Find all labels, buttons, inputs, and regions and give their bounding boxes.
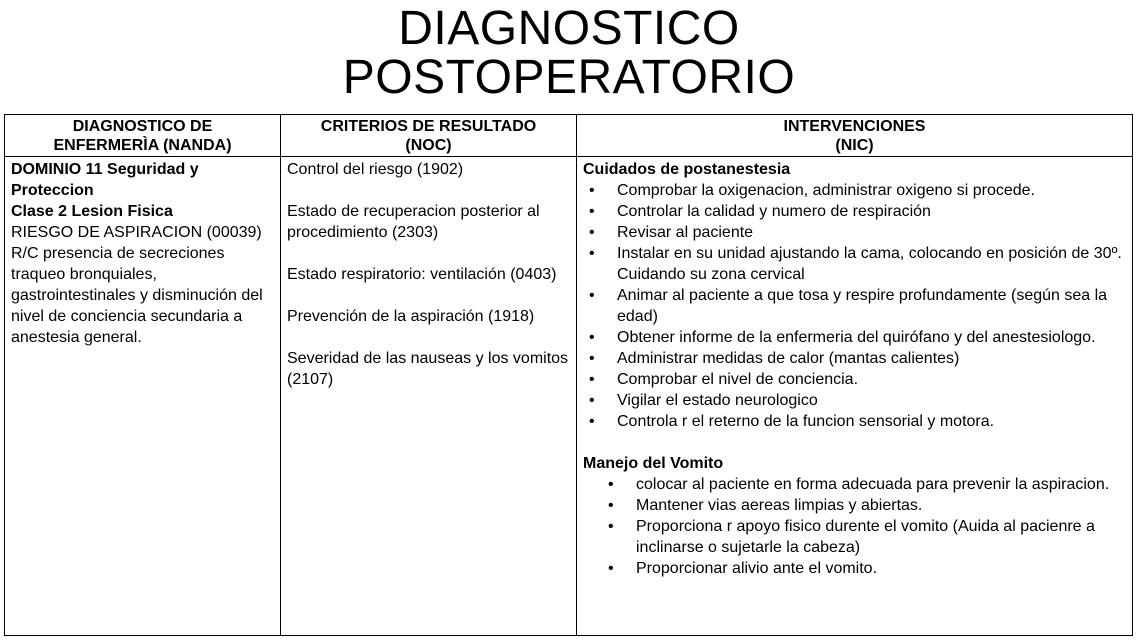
list-item xyxy=(589,243,1126,285)
header-nic-line-1: INTERVENCIONES xyxy=(783,118,926,135)
list-item xyxy=(589,348,1126,369)
list-item xyxy=(589,369,1126,390)
header-nanda-line-2: ENFERMERÌA (NANDA) xyxy=(53,137,232,154)
list-item xyxy=(589,411,1126,432)
list-item-text: Revisar al paciente xyxy=(617,224,754,241)
list-item xyxy=(589,390,1126,411)
page-title-line-1: DIAGNOSTICO xyxy=(398,2,740,55)
noc-item: Estado respiratorio: ventilación (0403) xyxy=(287,266,557,283)
list-item xyxy=(589,327,1126,348)
list-item-text: colocar al paciente en forma adecuada para prevenir la aspiracion. xyxy=(636,476,1110,493)
nanda-diagnosis-text: RIESGO DE ASPIRACION (00039) R/C presencia de secreciones traqueo bronquiales, gastrointestinales y disminución del nivel de conciencia secundaria a anestesia general. xyxy=(11,224,263,346)
list-item-text: Animar al paciente a que tosa y respire profundamente (según sea la edad) xyxy=(617,287,1108,325)
bullet-icon: • xyxy=(589,245,595,262)
noc-cell xyxy=(281,157,577,636)
list-item xyxy=(608,474,1126,495)
noc-item: Prevención de la aspiración (1918) xyxy=(287,308,535,325)
bullet-icon: • xyxy=(589,329,595,346)
bullet-icon: • xyxy=(589,182,595,199)
list-item xyxy=(589,180,1126,201)
table-row xyxy=(5,157,1133,636)
section-spacer xyxy=(583,432,1126,453)
list-item-text: Comprobar la oxigenacion, administrar oxigeno si procede. xyxy=(617,182,1035,199)
bullet-icon: • xyxy=(589,287,595,304)
header-nic xyxy=(577,115,1133,157)
list-item-text: Controlar la calidad y numero de respiración xyxy=(617,203,931,220)
list-item xyxy=(608,495,1126,516)
bullet-icon: • xyxy=(589,371,595,388)
list-item-text: Controla r el reterno de la funcion sensorial y motora. xyxy=(617,413,995,430)
bullet-icon: • xyxy=(589,413,595,430)
bullet-icon: • xyxy=(608,518,614,535)
bullet-icon: • xyxy=(589,350,595,367)
bullet-icon: • xyxy=(608,476,614,493)
list-item-text: Instalar en su unidad ajustando la cama, colocando en posición de 30º. Cuidando su zona cervical xyxy=(617,245,1122,283)
header-noc-line-1: CRITERIOS DE RESULTADO xyxy=(320,118,537,135)
list-item-text: Obtener informe de la enfermeria del quirófano y del anestesiologo. xyxy=(617,329,1096,346)
list-item-text: Administrar medidas de calor (mantas calientes) xyxy=(617,350,960,367)
list-item xyxy=(589,222,1126,243)
noc-item: Estado de recuperacion posterior al procedimiento (2303) xyxy=(287,203,540,241)
header-nanda-line-1: DIAGNOSTICO DE xyxy=(72,118,213,135)
header-noc xyxy=(281,115,577,157)
nic-section-2-title: Manejo del Vomito xyxy=(583,455,724,472)
nic-section-1-title: Cuidados de postanestesia xyxy=(583,161,791,178)
nanda-cell xyxy=(5,157,281,636)
list-item-text: Proporciona r apoyo fisico durente el vomito (Auida al pacienre a inclinarse o sujetarle la cabeza) xyxy=(636,518,1095,556)
page-title xyxy=(0,4,1138,102)
table-header-row xyxy=(5,115,1133,157)
list-item-text: Proporcionar alivio ante el vomito. xyxy=(636,560,878,577)
nursing-care-table xyxy=(4,114,1133,636)
bullet-icon: • xyxy=(589,392,595,409)
noc-item: Severidad de las nauseas y los vomitos (2107) xyxy=(287,350,569,388)
list-item xyxy=(608,558,1126,579)
header-nic-line-2: (NIC) xyxy=(835,137,874,154)
header-nanda xyxy=(5,115,281,157)
bullet-icon: • xyxy=(608,497,614,514)
nic-section-2-list xyxy=(583,474,1126,579)
list-item xyxy=(589,201,1126,222)
nic-section-1-list xyxy=(583,180,1126,432)
header-noc-line-2: (NOC) xyxy=(405,137,452,154)
bullet-icon: • xyxy=(608,560,614,577)
page-title-line-2: POSTOPERATORIO xyxy=(342,51,796,104)
noc-item: Control del riesgo (1902) xyxy=(287,161,464,178)
list-item-text: Mantener vias aereas limpias y abiertas. xyxy=(636,497,923,514)
list-item xyxy=(608,516,1126,558)
list-item-text: Vigilar el estado neurologico xyxy=(617,392,818,409)
bullet-icon: • xyxy=(589,224,595,241)
nic-cell xyxy=(577,157,1133,636)
nanda-domain: DOMINIO 11 Seguridad y Proteccion xyxy=(11,161,199,199)
bullet-icon: • xyxy=(589,203,595,220)
list-item-text: Comprobar el nivel de conciencia. xyxy=(617,371,859,388)
nanda-class: Clase 2 Lesion Fisica xyxy=(11,203,173,220)
list-item xyxy=(589,285,1126,327)
